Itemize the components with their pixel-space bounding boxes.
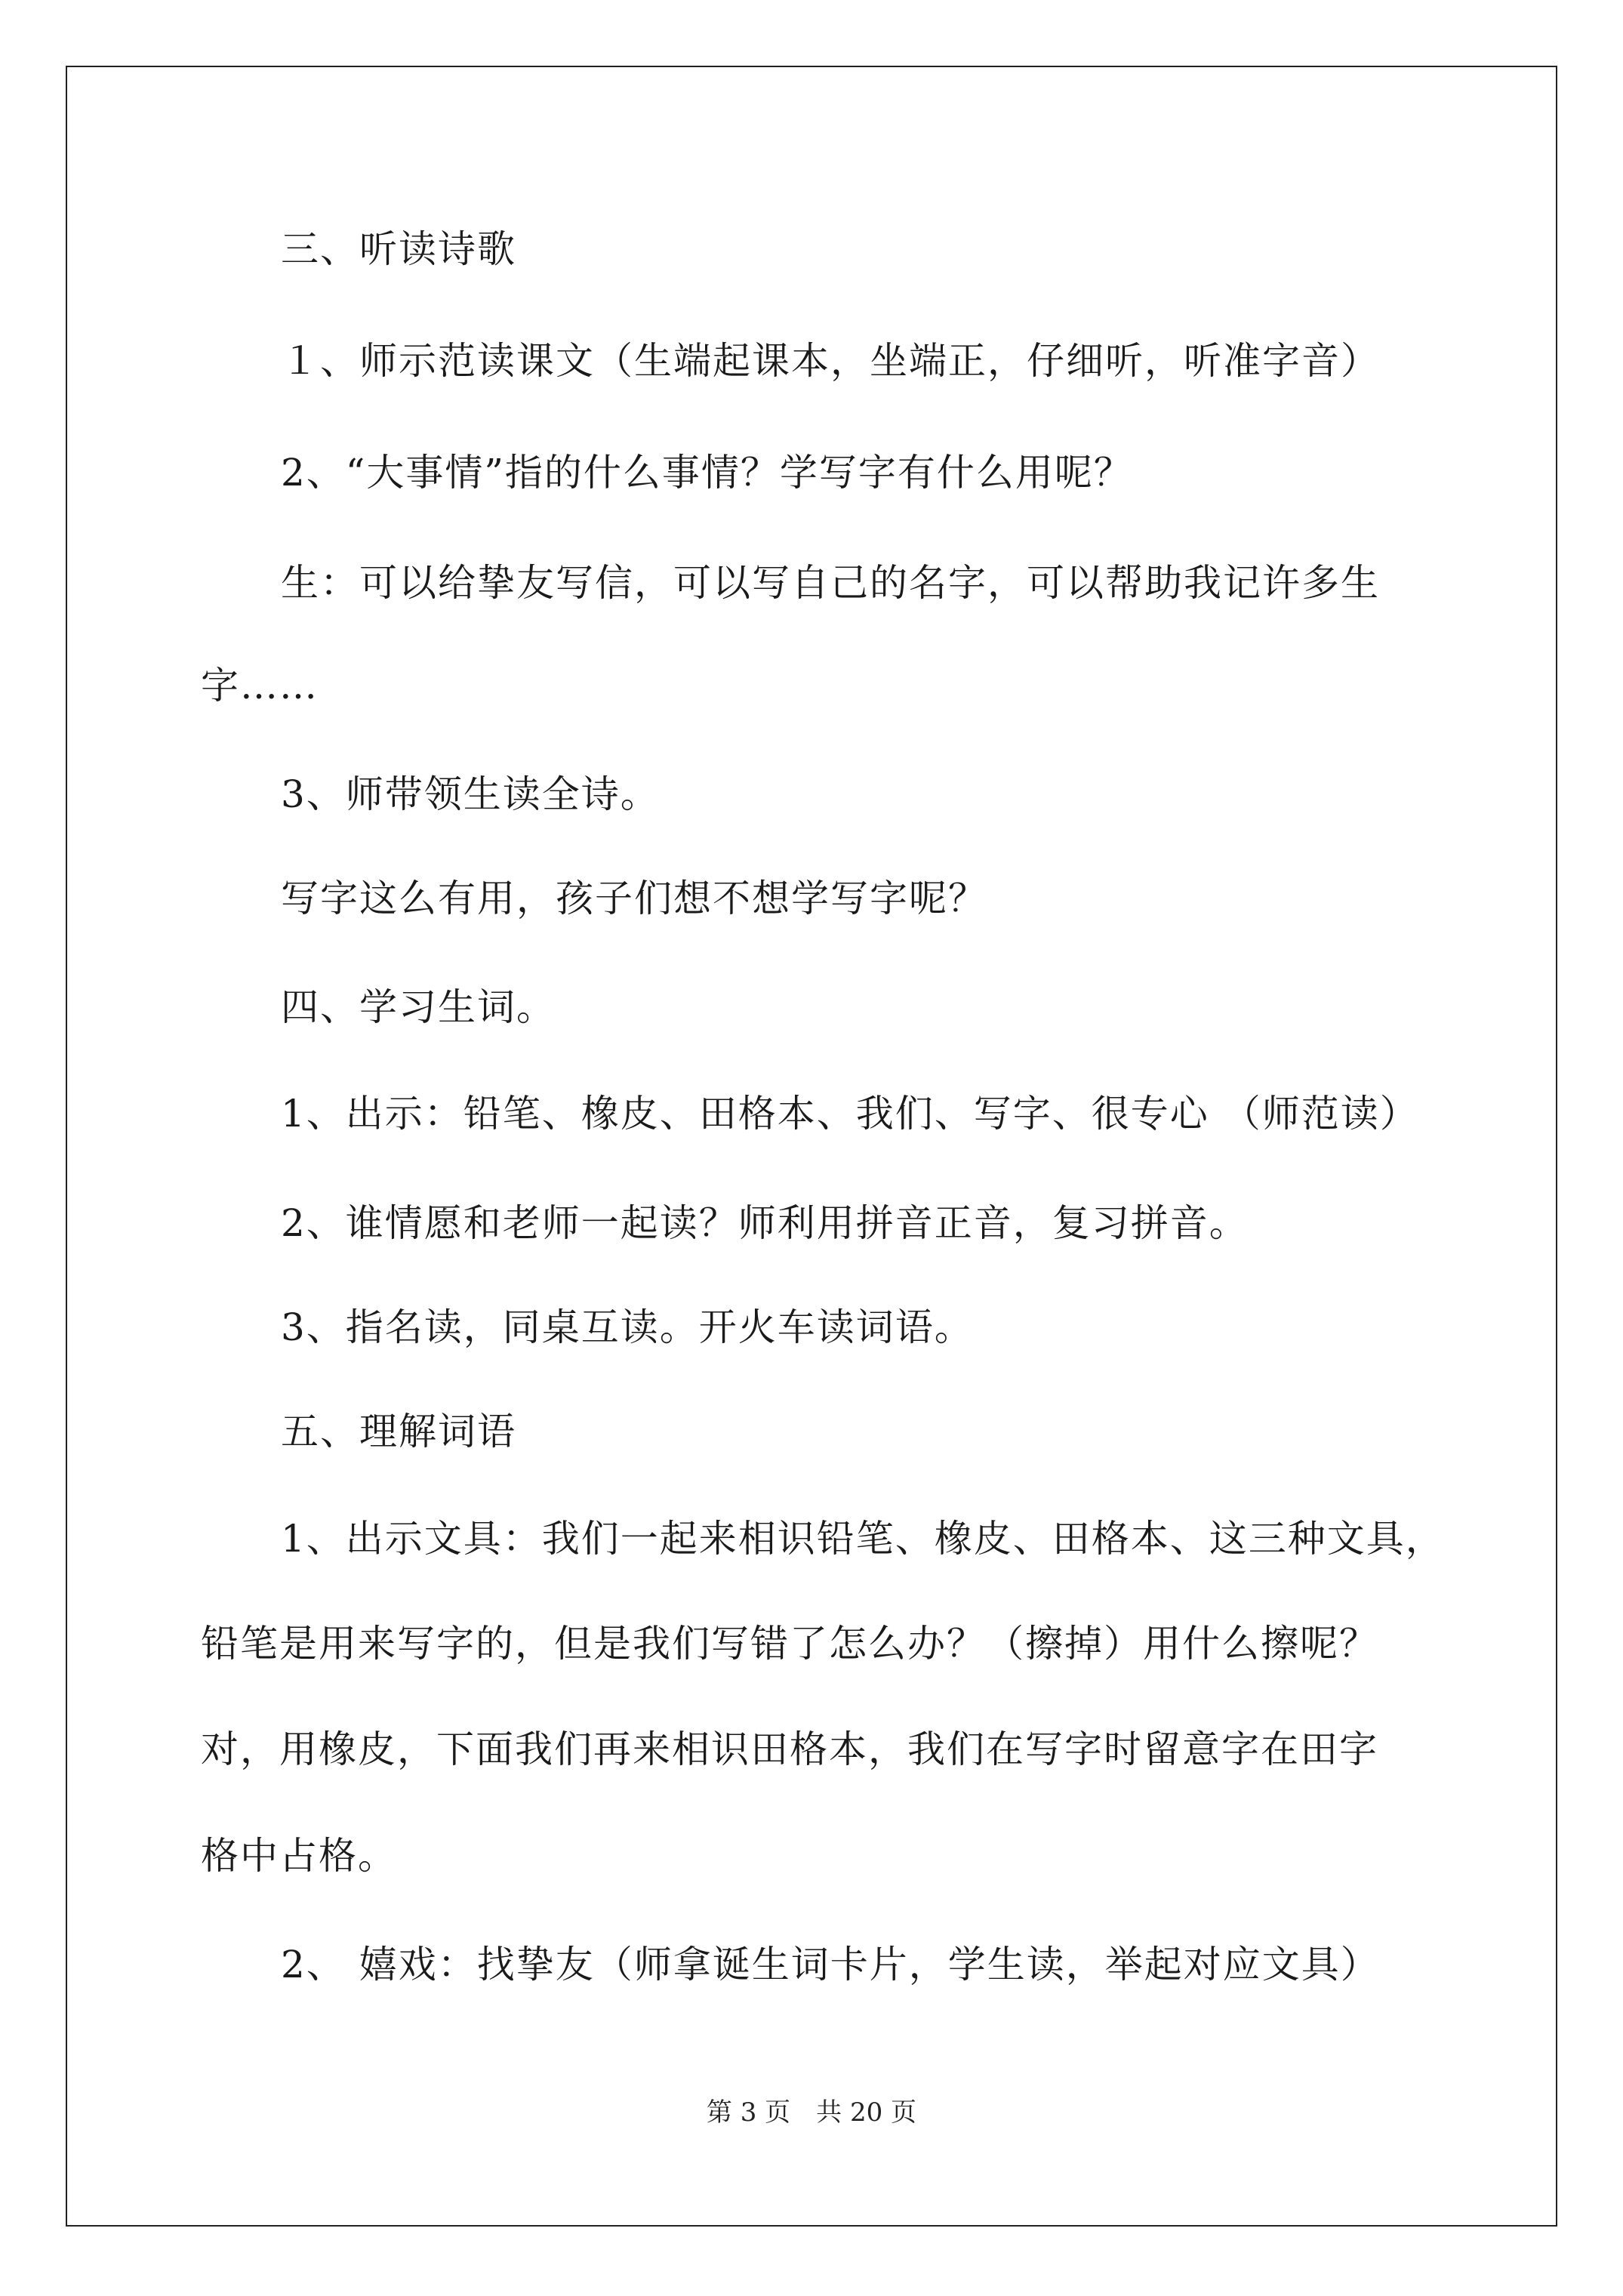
paragraph-line: 铅笔是用来写字的，但是我们写错了怎么办？（擦掉）用什么擦呢？	[201, 1622, 1378, 1666]
paragraph-line: 格中占格。	[201, 1834, 397, 1878]
paragraph-line: 生：可以给挚友写信，可以写自己的名字，可以帮助我记许多生	[281, 561, 1380, 605]
heading-learn-words: 四、学习生词。	[281, 985, 556, 1029]
paragraph-line: 1、出示：铅笔、橡皮、田格本、我们、写字、很专心 （师范读）	[281, 1092, 1419, 1136]
paragraph-line: 3、师带领生读全诗。	[281, 772, 660, 816]
page-number-footer: 第 3 页 共 20 页	[706, 2097, 917, 2128]
heading-listen-read: 三、听读诗歌	[281, 227, 516, 271]
paragraph-line: １、师示范读课文（生端起课本，坐端正，仔细听，听准字音）	[281, 339, 1380, 383]
paragraph-line: 2、 嬉戏：找挚友（师拿诞生词卡片，学生读，举起对应文具）	[281, 1943, 1380, 1986]
paragraph-line: 写字这么有用，孩子们想不想学写字呢？	[281, 877, 987, 920]
paragraph-line: 3、指名读，同桌互读。开火车读词语。	[281, 1305, 974, 1349]
paragraph-line: 2、谁情愿和老师一起读？师利用拼音正音，复习拼音。	[281, 1201, 1249, 1245]
paragraph-line: 对，用橡皮，下面我们再来相识田格本，我们在写字时留意字在田字	[201, 1727, 1378, 1771]
heading-understand-words: 五、理解词语	[281, 1410, 516, 1453]
paragraph-line: 字……	[201, 664, 319, 707]
paragraph-line: 1、出示文具：我们一起来相识铅笔、橡皮、田格本、这三种文具，	[281, 1517, 1445, 1561]
paragraph-line: 2、“大事情”指的什么事情？学写字有什么用呢？	[281, 451, 1133, 495]
page-frame	[66, 66, 1557, 2227]
